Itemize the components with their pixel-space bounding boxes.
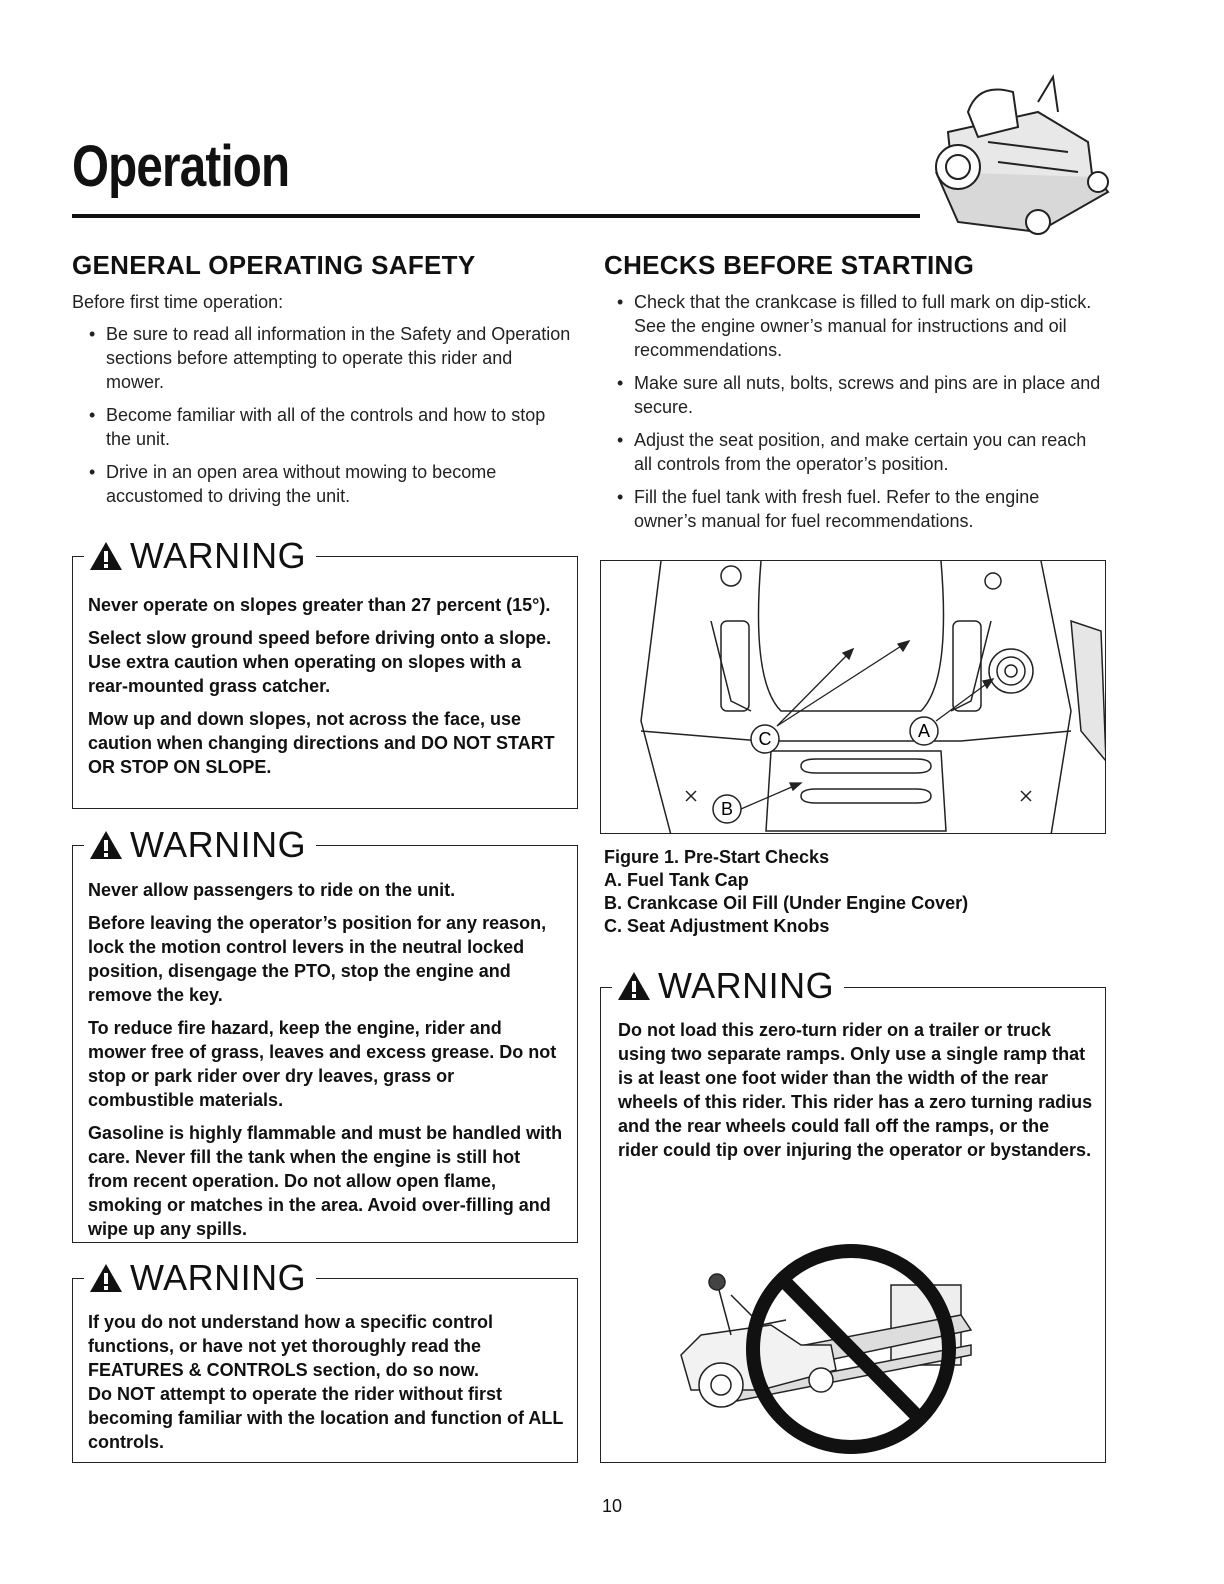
list-item: • Check that the crankcase is filled to full mark on dip-stick. See the engine owner’s manual for instructions and oil recommendations. <box>604 290 1104 362</box>
warning-header <box>84 824 316 865</box>
caption-item: A. Fuel Tank Cap <box>604 870 749 890</box>
warning-header <box>84 1257 316 1298</box>
warning-triangle-icon <box>88 540 124 572</box>
warning-paragraph: Mow up and down slopes, not across the face, use caution when changing directions and DO NOT START OR STOP ON SLOPE. <box>88 709 555 777</box>
title-rule <box>72 214 920 218</box>
rider-top-view-illustration <box>601 561 1106 834</box>
warning-paragraph: Do not load this zero-turn rider on a trailer or truck using two separate ramps. Only use a single ramp that is at least one foot wider than the width of the rear wheels of this rider. This rider has a zero turning radius and the rear wheels could fall off the ramps, or the rider could tip over injuring the operator or bystanders. <box>618 1020 1093 1160</box>
page-number: 10 <box>601 1496 623 1516</box>
warning-text <box>88 593 564 788</box>
list-item: • Fill the fuel tank with fresh fuel. Refer to the engine owner’s manual for fuel recommendations. <box>604 485 1104 533</box>
zero-turn-mower-illustration <box>918 72 1114 240</box>
list-item: • Become familiar with all of the controls and how to stop the unit. <box>76 403 572 451</box>
warning-paragraph: Never operate on slopes greater than 27 percent (15°). <box>88 595 551 615</box>
warning-label: WARNING <box>658 965 835 1006</box>
warning-label: WARNING <box>130 824 307 865</box>
callout-b: B <box>720 799 734 819</box>
list-item: • Be sure to read all information in the Safety and Operation sections before attempting to operate this rider and mower. <box>76 322 572 394</box>
warning-paragraph: If you do not understand how a specific control functions, or have not yet thoroughly read the FEATURES & CONTROLS section, do so now. <box>88 1312 494 1380</box>
warning-header <box>84 535 316 576</box>
warning-label: WARNING <box>130 1257 307 1298</box>
caption-item: B. Crankcase Oil Fill (Under Engine Cover) <box>604 893 969 913</box>
warning-paragraph: Before leaving the operator’s position for any reason, lock the motion control levers in the neutral locked position, disengage the PTO, stop the engine and remove the key. <box>88 913 547 1005</box>
warning-triangle-icon <box>88 1262 124 1294</box>
general-safety-heading: GENERAL OPERATING SAFETY <box>72 250 476 280</box>
warning-triangle-icon <box>616 970 652 1002</box>
checks-heading: CHECKS BEFORE STARTING <box>604 250 975 280</box>
warning-text <box>618 1018 1094 1171</box>
list-item: • Make sure all nuts, bolts, screws and pins are in place and secure. <box>604 371 1104 419</box>
callout-a: A <box>917 721 931 741</box>
general-safety-list <box>76 322 572 517</box>
warning-label: WARNING <box>130 535 307 576</box>
list-item: • Drive in an open area without mowing to become accustomed to driving the unit. <box>76 460 572 508</box>
warning-paragraph: To reduce fire hazard, keep the engine, rider and mower free of grass, leaves and excess grease. Do not stop or park rider over dry leaves, grass or combustible materials. <box>88 1018 557 1110</box>
figure-caption <box>604 846 1104 938</box>
warning-text <box>88 1310 564 1463</box>
pre-start-checks-figure <box>600 560 1106 834</box>
checks-list <box>604 290 1104 542</box>
warning-paragraph: Gasoline is highly flammable and must be handled with care. Never fill the tank when the engine is still hot from recent operation. Do not allow open flame, smoking or matches in the area. Avoid over-filling and wipe up any spills. <box>88 1123 563 1239</box>
warning-text <box>88 878 564 1250</box>
warning-paragraph: Never allow passengers to ride on the unit. <box>88 880 456 900</box>
caption-item: C. Seat Adjustment Knobs <box>604 916 830 936</box>
general-safety-intro: Before first time operation: <box>72 292 284 312</box>
page-title: Operation <box>72 134 290 199</box>
no-two-ramps-illustration-frame <box>600 1195 1106 1463</box>
warning-paragraph: Select slow ground speed before driving onto a slope. Use extra caution when operating on slopes with a rear-mounted grass catcher. <box>88 628 552 696</box>
list-item: • Adjust the seat position, and make certain you can reach all controls from the operator’s position. <box>604 428 1104 476</box>
caption-title: Figure 1. Pre-Start Checks <box>604 847 830 867</box>
warning-triangle-icon <box>88 829 124 861</box>
warning-paragraph: Do NOT attempt to operate the rider without first becoming familiar with the location and function of ALL controls. <box>88 1384 564 1452</box>
warning-header <box>612 965 844 1006</box>
callout-c: C <box>758 729 772 749</box>
no-loading-on-two-ramps-icon <box>601 1195 1107 1463</box>
